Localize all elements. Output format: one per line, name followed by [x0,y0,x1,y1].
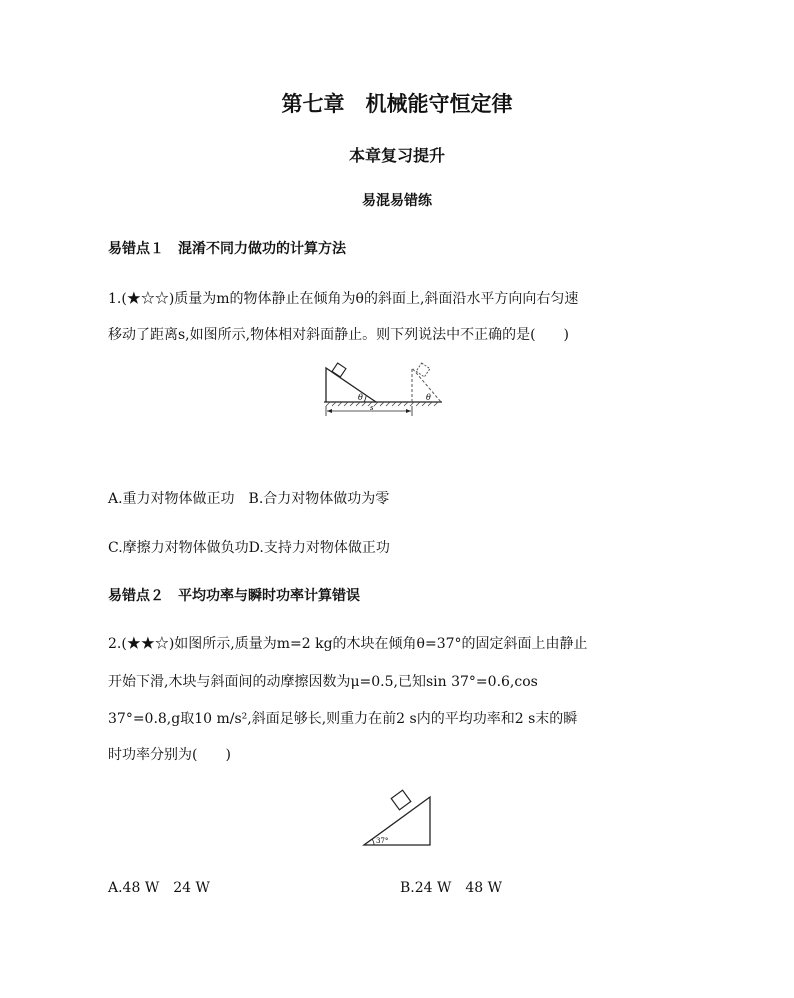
question-2-line-2: 开始下滑,木块与斜面间的动摩擦因数为μ=0.5,已知sin 37°=0.6,cos [108,674,538,690]
section-heading: 易混易错练 [362,193,432,209]
question-1-options-ab: A.重力对物体做正功 B.合力对物体做功为零 [108,491,390,507]
question-2-option-b: B.24 W 48 W [400,880,503,896]
question-2-option-a: A.48 W 24 W [108,880,210,896]
error-point-2-title: 易错点２ 平均功率与瞬时功率计算错误 [108,588,360,604]
question-2-line-3: 37°=0.8,g取10 m/s²,斜面足够长,则重力在前2 s内的平均功率和2 s末的瞬 [108,711,578,727]
question-1-options-cd: C.摩擦力对物体做负功D.支持力对物体做正功 [108,540,390,556]
question-2-line-1: 2.(★★☆)如图所示,质量为m=2 kg的木块在倾角θ=37°的固定斜面上由静止 [108,636,588,652]
question-2-line-4: 时功率分别为( ) [108,747,231,763]
error-point-1-title: 易错点１ 混淆不同力做功的计算方法 [108,241,346,257]
question-1-line-2: 移动了距离s,如图所示,物体相对斜面静止。则下列说法中不正确的是( ) [108,327,570,343]
figure-1-theta-left: θ [358,393,363,402]
question-2-figure [360,785,434,849]
figure-1-theta-right: θ [426,393,431,402]
figure-1-s-label: s [370,404,374,412]
figure-2-angle-label: 37° [376,837,389,845]
question-1-line-1: 1.(★☆☆)质量为m的物体静止在倾角为θ的斜面上,斜面沿水平方向向右匀速 [108,291,579,307]
chapter-subtitle: 本章复习提升 [348,146,445,165]
chapter-title: 第七章 机械能守恒定律 [281,91,513,116]
question-1-figure [320,360,445,418]
